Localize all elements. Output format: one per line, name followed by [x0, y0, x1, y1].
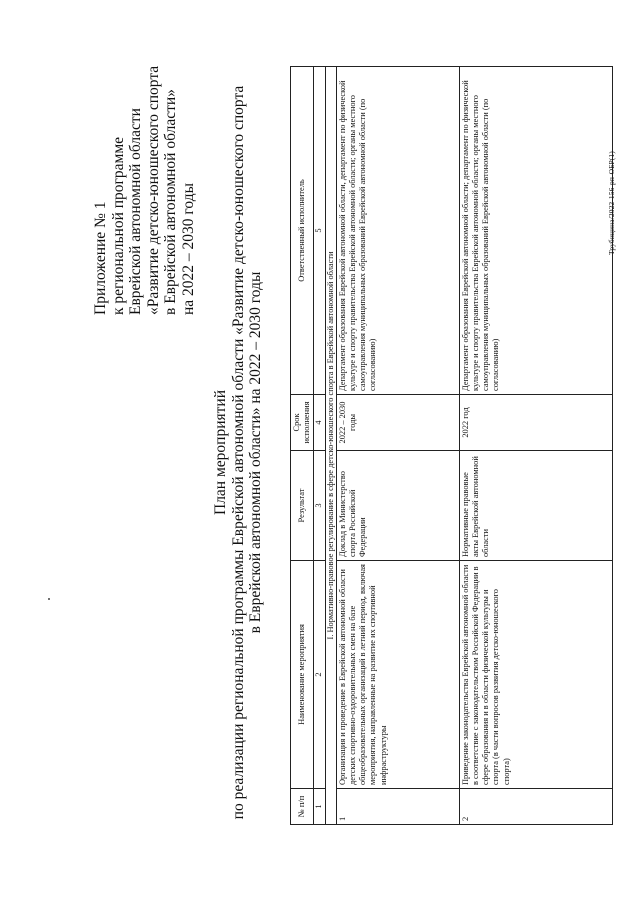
- column-number-row: [314, 67, 325, 825]
- header-cell-name: Наименование мероприятия: [291, 561, 314, 789]
- plan-title-line: План мероприятий: [212, 390, 229, 515]
- header-cell-term: Срок исполнения: [291, 395, 314, 451]
- row-result: Нормативные правовые акты Еврейской автономной области: [459, 451, 612, 561]
- plan-title-line: по реализации региональной программы Еврейской автономной области «Развитие детско-юношеского спорта: [229, 85, 247, 820]
- row-responsible: Департамент образования Еврейской автономной области; департамент по физической культуре и спорту правительства Еврейской автономной области; органы местного самоуправления муниципальных образований Еврейской автономной области (по согласованию): [459, 67, 612, 395]
- header-cell-responsible: Ответственный исполнитель: [291, 67, 314, 395]
- column-number: 4: [314, 395, 325, 451]
- appendix-block: [92, 66, 197, 315]
- appendix-line: «Развитие детско-юношеского спорта: [144, 65, 162, 315]
- plan-table: [290, 66, 613, 825]
- table-row: [459, 67, 612, 825]
- appendix-line: в Еврейской автономной области»: [162, 89, 179, 315]
- row-term: 2022 год: [459, 395, 612, 451]
- row-result: Доклад в Министерство спорта Российской Федерации: [336, 451, 459, 561]
- column-number: 5: [314, 67, 325, 395]
- row-name: Приведение законодательства Еврейской автономной области в соответствие с законодательством Российской Федерации в сфере образования и в области физической культуры и спорта (в части вопросов развития детско-юношеского спорта): [459, 561, 612, 789]
- plan-title: [212, 60, 265, 845]
- document-reference: Трубицина/2022-156-рп-ОБР(1): [607, 151, 616, 255]
- section-heading: I. Нормативно-правовое регулирование в сфере детско-юношеского спорта в Еврейской автономной области: [325, 67, 336, 825]
- section-row: [325, 67, 336, 825]
- appendix-line: Приложение № 1: [92, 201, 109, 315]
- row-num: 1: [336, 789, 459, 825]
- table-row: [336, 67, 459, 825]
- column-number: 2: [314, 561, 325, 789]
- row-responsible: Департамент образования Еврейской автономной области, департамент по физической культуре и спорту правительства Еврейской автономной области; органы местного самоуправления муниципальных образований Еврейской автономной области (по согласованию): [336, 67, 459, 395]
- appendix-line: Еврейской автономной области: [127, 108, 144, 315]
- column-number: 1: [314, 789, 325, 825]
- column-number: 3: [314, 451, 325, 561]
- row-name: Организация и проведение в Еврейской автономной области детских спортивно-оздоровительных смен на базе общеобразовательных организаций в летний период, включая мероприятия, направленные на развитие их спортивной инфраструктуры: [336, 561, 459, 789]
- header-row: [291, 67, 314, 825]
- row-num: 2: [459, 789, 612, 825]
- appendix-line: на 2022 – 2030 годы: [179, 183, 197, 315]
- header-cell-result: Результат: [291, 451, 314, 561]
- header-cell-num: № п/п: [291, 789, 314, 825]
- plan-title-line: в Еврейской автономной области» на 2022 – 2030 годы: [247, 271, 264, 634]
- appendix-line: к региональной программе: [109, 136, 127, 315]
- row-term: 2022 – 2030 годы: [336, 395, 459, 451]
